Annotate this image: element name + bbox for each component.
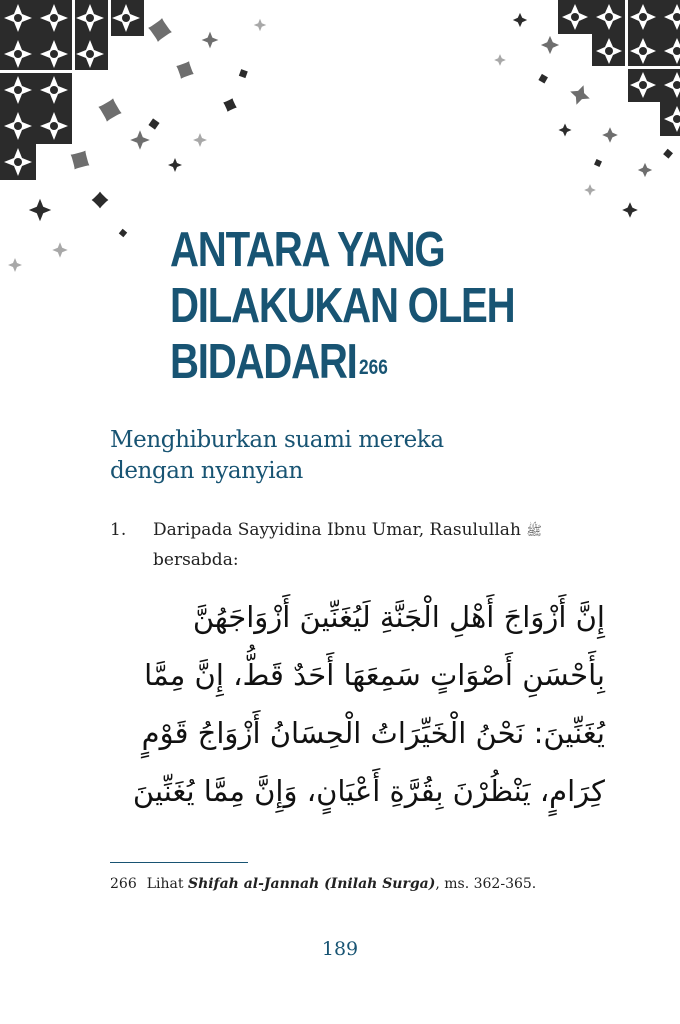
page-number: 189 xyxy=(321,938,359,960)
footnote-source-title: Shifah al-Jannah (Inilah Surga) xyxy=(187,876,436,892)
item-text-line-1-content: Daripada Sayyidina Ibnu Umar, Rasulullah xyxy=(153,520,521,540)
footnote-reference-marker: 266 xyxy=(359,356,388,379)
arabic-line-4: كِرَامٍ، يَنْظُرْنَ بِقُرَّةِ أَعْيَانٍ، وَإِنَّ مِمَّا يُغَنِّينَ xyxy=(132,774,605,808)
chapter-title-line-3 xyxy=(170,334,498,390)
item-text xyxy=(153,516,623,574)
footnote-prefix: Lihat xyxy=(146,876,188,892)
chapter-title-line-2: DILAKUKAN OLEH xyxy=(170,279,515,333)
section-subheading xyxy=(110,425,630,487)
arabic-line-3: يُغَنِّينَ: نَحْنُ الْخَيِّرَاتُ الْحِسَانُ أَزْوَاجُ قَوْمٍ xyxy=(141,716,605,750)
subheading-line-2: dengan nyanyian xyxy=(110,458,303,484)
item-number: 1. xyxy=(110,520,127,540)
salawat-symbol: ﷺ xyxy=(526,524,543,539)
arabic-line-2: بِأَحْسَنِ أَصْوَاتٍ سَمِعَهَا أَحَدٌ قَطُّ، إِنَّ مِمَّا xyxy=(144,658,605,692)
arabic-hadith-text xyxy=(132,588,605,820)
arabic-line-1: إِنَّ أَزْوَاجَ أَهْلِ الْجَنَّةِ لَيُغَنِّينَ أَزْوَاجَهُنَّ xyxy=(192,600,605,634)
chapter-title xyxy=(170,222,515,390)
footnote xyxy=(110,873,630,895)
chapter-title-line-3-text: BIDADARI xyxy=(170,335,357,389)
geometric-ornament-top-right xyxy=(480,0,680,240)
footnote-number: 266 xyxy=(110,876,137,892)
item-text-line-2: bersabda: xyxy=(153,550,239,570)
item-text-line-1 xyxy=(153,516,623,546)
chapter-title-line-1: ANTARA YANG xyxy=(170,223,445,277)
footnote-suffix: , ms. 362-365. xyxy=(435,876,537,892)
footnote-divider xyxy=(110,862,248,863)
subheading-line-1: Menghiburkan suami mereka xyxy=(110,427,444,453)
